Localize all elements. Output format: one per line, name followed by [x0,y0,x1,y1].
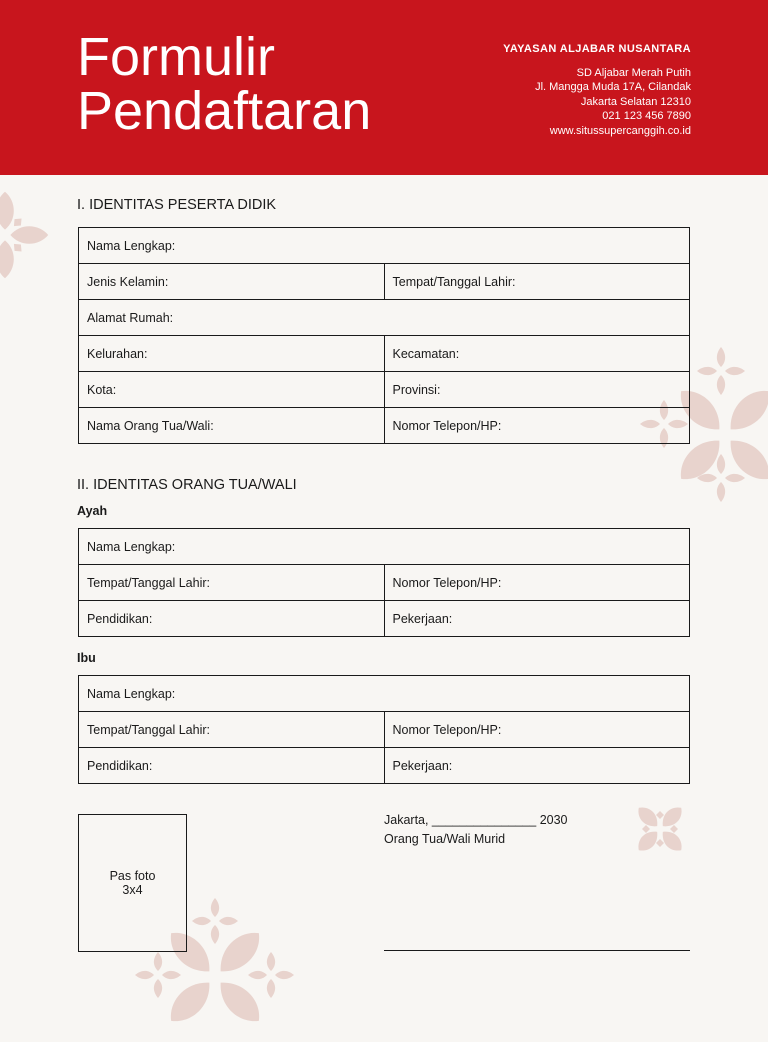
signature-date[interactable]: Jakarta, _______________ 2030 [384,813,568,827]
city-line: Jakarta Selatan 12310 [580,95,691,108]
field-father-phone[interactable]: Nomor Telepon/HP: [384,565,690,601]
field-father-birth-place-date[interactable]: Tempat/Tanggal Lahir: [79,565,385,601]
table-row [79,529,690,565]
photo-caption [110,869,156,897]
table-row [79,300,690,336]
address-line: Jl. Mangga Muda 17A, Cilandak [535,81,691,93]
field-kelurahan[interactable]: Kelurahan: [79,336,385,372]
photo-size: 3x4 [122,883,143,897]
field-phone[interactable]: Nomor Telepon/HP: [384,408,690,444]
field-mother-birth-place-date[interactable]: Tempat/Tanggal Lahir: [79,712,385,748]
table-row [79,336,690,372]
header-banner [0,0,768,175]
field-home-address[interactable]: Alamat Rumah: [79,300,690,336]
field-father-education[interactable]: Pendidikan: [79,601,385,637]
table-row [79,408,690,444]
field-parent-name[interactable]: Nama Orang Tua/Wali: [79,408,385,444]
table-row [79,565,690,601]
organization-name: YAYASAN ALJABAR NUSANTARA [503,43,691,55]
section-heading-student: I. IDENTITAS PESERTA DIDIK [77,197,277,213]
field-mother-phone[interactable]: Nomor Telepon/HP: [384,712,690,748]
father-identity-table [78,528,690,637]
flower-ornament-icon [246,950,296,1000]
flower-ornament-icon [628,797,692,861]
subheading-father: Ayah [77,504,108,518]
field-province[interactable]: Provinsi: [384,372,690,408]
mother-identity-table [78,675,690,784]
flower-ornament-icon [133,950,183,1000]
subheading-mother: Ibu [77,651,96,665]
field-father-occupation[interactable]: Pekerjaan: [384,601,690,637]
section-heading-parents: II. IDENTITAS ORANG TUA/WALI [77,477,297,493]
phone-line: 021 123 456 7890 [602,110,691,122]
page-title [77,27,372,141]
flower-ornament-icon [0,190,50,280]
table-row [79,228,690,264]
table-row [79,264,690,300]
flower-ornament-icon [190,896,240,946]
field-city[interactable]: Kota: [79,372,385,408]
student-identity-table [78,227,690,444]
field-full-name[interactable]: Nama Lengkap: [79,228,690,264]
field-gender[interactable]: Jenis Kelamin: [79,264,385,300]
photo-label: Pas foto [109,869,156,883]
field-kecamatan[interactable]: Kecamatan: [384,336,690,372]
table-row [79,372,690,408]
signature-line[interactable] [384,950,690,951]
flower-ornament-icon [695,345,747,397]
signature-block [384,811,568,849]
field-mother-occupation[interactable]: Pekerjaan: [384,748,690,784]
table-row [79,601,690,637]
table-row [79,676,690,712]
organization-info [503,42,691,138]
school-name: SD Aljabar Merah Putih [576,66,691,79]
field-mother-education[interactable]: Pendidikan: [79,748,385,784]
signature-role: Orang Tua/Wali Murid [384,832,506,846]
field-mother-full-name[interactable]: Nama Lengkap: [79,676,690,712]
photo-box[interactable] [78,814,187,952]
title-line-2: Pendaftaran [77,81,372,141]
field-father-full-name[interactable]: Nama Lengkap: [79,529,690,565]
website-line: www.situssupercanggih.co.id [549,124,691,137]
table-row [79,748,690,784]
field-birth-place-date[interactable]: Tempat/Tanggal Lahir: [384,264,690,300]
flower-ornament-icon [695,452,747,504]
table-row [79,712,690,748]
title-line-1: Formulir [77,27,275,87]
